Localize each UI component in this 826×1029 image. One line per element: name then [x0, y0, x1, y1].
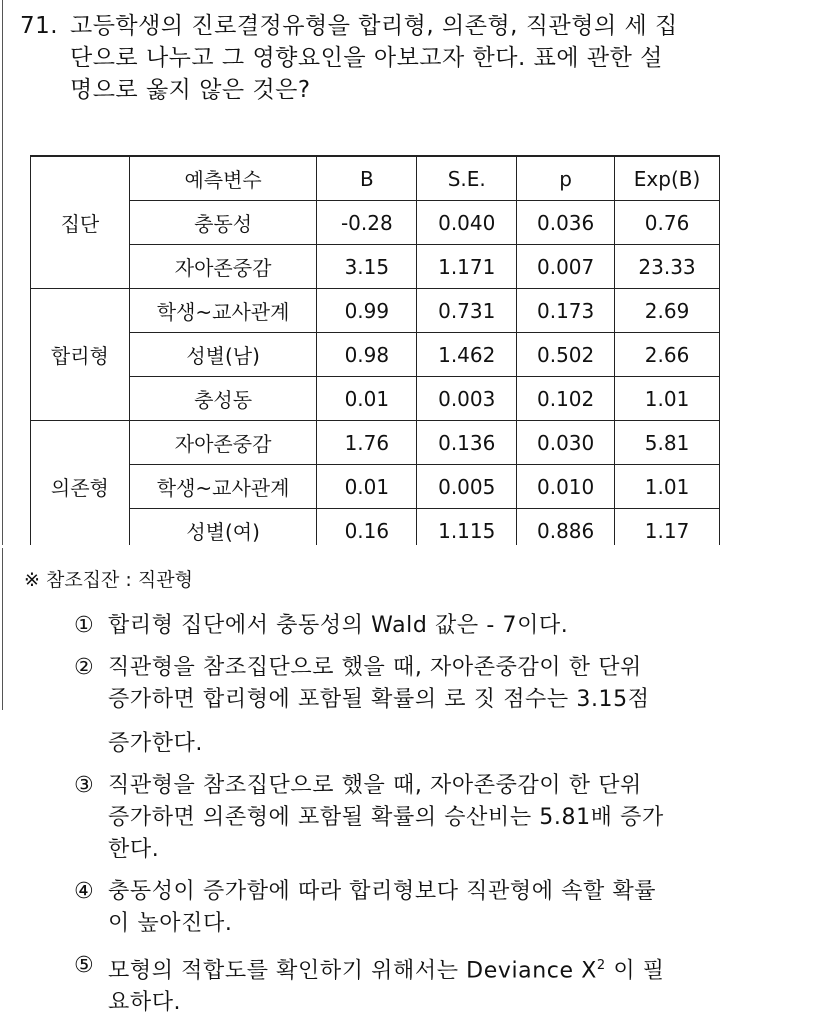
header-predictor: 예측변수	[129, 156, 317, 201]
option-text: 한다.	[108, 837, 160, 862]
option-text: 이 높아진다.	[108, 911, 233, 936]
option-text: 이 필	[605, 958, 665, 984]
header-expb: Exp(B)	[615, 156, 720, 201]
header-p: p	[517, 156, 615, 201]
option-3[interactable]	[74, 770, 774, 866]
left-border-line-lower	[2, 548, 3, 710]
option-1[interactable]	[74, 610, 774, 642]
option-text: 직관형을 참조집단으로 했을 때, 자아존중감이 한 단위	[108, 773, 642, 798]
option-text: 증가하면 의존형에 포함될 확률의 승산비는 5.81배 증가	[108, 805, 664, 830]
regression-table	[30, 155, 722, 545]
p-cell: 0.502	[517, 333, 615, 377]
table-row	[31, 245, 720, 289]
p-cell: 0.102	[517, 377, 615, 421]
p-cell: 0.886	[517, 509, 615, 546]
option-text: 충동성이 증가함에 따라 합리형보다 직관형에 속할 확률	[108, 879, 657, 904]
se-cell: 1.115	[417, 509, 517, 546]
option-4[interactable]	[74, 876, 774, 940]
table-row	[31, 333, 720, 377]
p-cell: 0.030	[517, 421, 615, 465]
table-header-row	[31, 156, 720, 201]
se-cell: 0.005	[417, 465, 517, 509]
se-cell: 0.003	[417, 377, 517, 421]
b-cell: 0.98	[317, 333, 417, 377]
group-cell: 합리형	[31, 289, 130, 421]
se-cell: 0.136	[417, 421, 517, 465]
question-number: 71.	[20, 13, 59, 39]
predictor-cell: 학생~교사관계	[129, 465, 317, 509]
predictor-cell: 충성동	[129, 377, 317, 421]
p-cell: 0.007	[517, 245, 615, 289]
option-text: 요하다.	[108, 990, 182, 1016]
option-text: 직관형을 참조집단으로 했을 때, 자아존중감이 한 단위	[108, 655, 642, 680]
predictor-cell: 성별(남)	[129, 333, 317, 377]
expb-cell: 2.66	[615, 333, 720, 377]
b-cell: 0.16	[317, 509, 417, 546]
superscript: 2	[596, 958, 606, 973]
option-5[interactable]	[74, 950, 774, 1019]
option-text: 증가한다.	[108, 731, 204, 756]
b-cell: 3.15	[317, 245, 417, 289]
question-line-1: 고등학생의 진로결정유형을 합리형, 의존형, 직관형의 세 집	[70, 13, 678, 39]
predictor-cell: 학생~교사관계	[129, 289, 317, 333]
header-se: S.E.	[417, 156, 517, 201]
b-cell: -0.28	[317, 201, 417, 245]
predictor-cell: 충동성	[129, 201, 317, 245]
b-cell: 0.01	[317, 377, 417, 421]
group-cell: 의존형	[31, 421, 130, 546]
table-row	[31, 465, 720, 509]
table-row	[31, 421, 720, 465]
expb-cell: 1.01	[615, 465, 720, 509]
p-cell: 0.036	[517, 201, 615, 245]
b-cell: 0.99	[317, 289, 417, 333]
option-text: 합리형 집단에서 충동성의 Wald 값은 - 7이다.	[108, 613, 569, 638]
expb-cell: 5.81	[615, 421, 720, 465]
se-cell: 1.171	[417, 245, 517, 289]
predictor-cell: 성별(여)	[129, 509, 317, 546]
table-row	[31, 377, 720, 421]
table-row	[31, 509, 720, 546]
predictor-cell: 자아존중감	[129, 421, 317, 465]
question-line-3: 명으로 옳지 않은 것은?	[70, 77, 311, 103]
se-cell: 0.040	[417, 201, 517, 245]
b-cell: 1.76	[317, 421, 417, 465]
circled-number-3: ③	[74, 773, 95, 798]
expb-cell: 2.69	[615, 289, 720, 333]
expb-cell: 23.33	[615, 245, 720, 289]
table-row	[31, 289, 720, 333]
circled-number-4: ④	[74, 879, 95, 904]
circled-number-1: ①	[74, 613, 95, 638]
group-cell: 집단	[31, 156, 130, 289]
header-b: B	[317, 156, 417, 201]
p-cell: 0.173	[517, 289, 615, 333]
option-2[interactable]	[74, 652, 774, 760]
option-text: 증가하면 합리형에 포함될 확률의 로 짓 점수는 3.15점	[108, 687, 650, 712]
question-stem	[20, 10, 810, 106]
expb-cell: 1.17	[615, 509, 720, 546]
se-cell: 0.731	[417, 289, 517, 333]
expb-cell: 0.76	[615, 201, 720, 245]
se-cell: 1.462	[417, 333, 517, 377]
p-cell: 0.010	[517, 465, 615, 509]
answer-options	[74, 610, 774, 1029]
table-row	[31, 201, 720, 245]
expb-cell: 1.01	[615, 377, 720, 421]
b-cell: 0.01	[317, 465, 417, 509]
reference-group-note: ※ 참조집잔 : 직관형	[24, 569, 193, 591]
circled-number-5: ⑤	[74, 953, 95, 978]
option-text: 모형의 적합도를 확인하기 위해서는 Deviance X	[108, 958, 597, 984]
predictor-cell: 자아존중감	[129, 245, 317, 289]
question-line-2: 단으로 나누고 그 영향요인을 아보고자 한다. 표에 관한 설	[70, 45, 663, 71]
left-border-line	[2, 0, 3, 545]
circled-number-2: ②	[74, 655, 95, 680]
